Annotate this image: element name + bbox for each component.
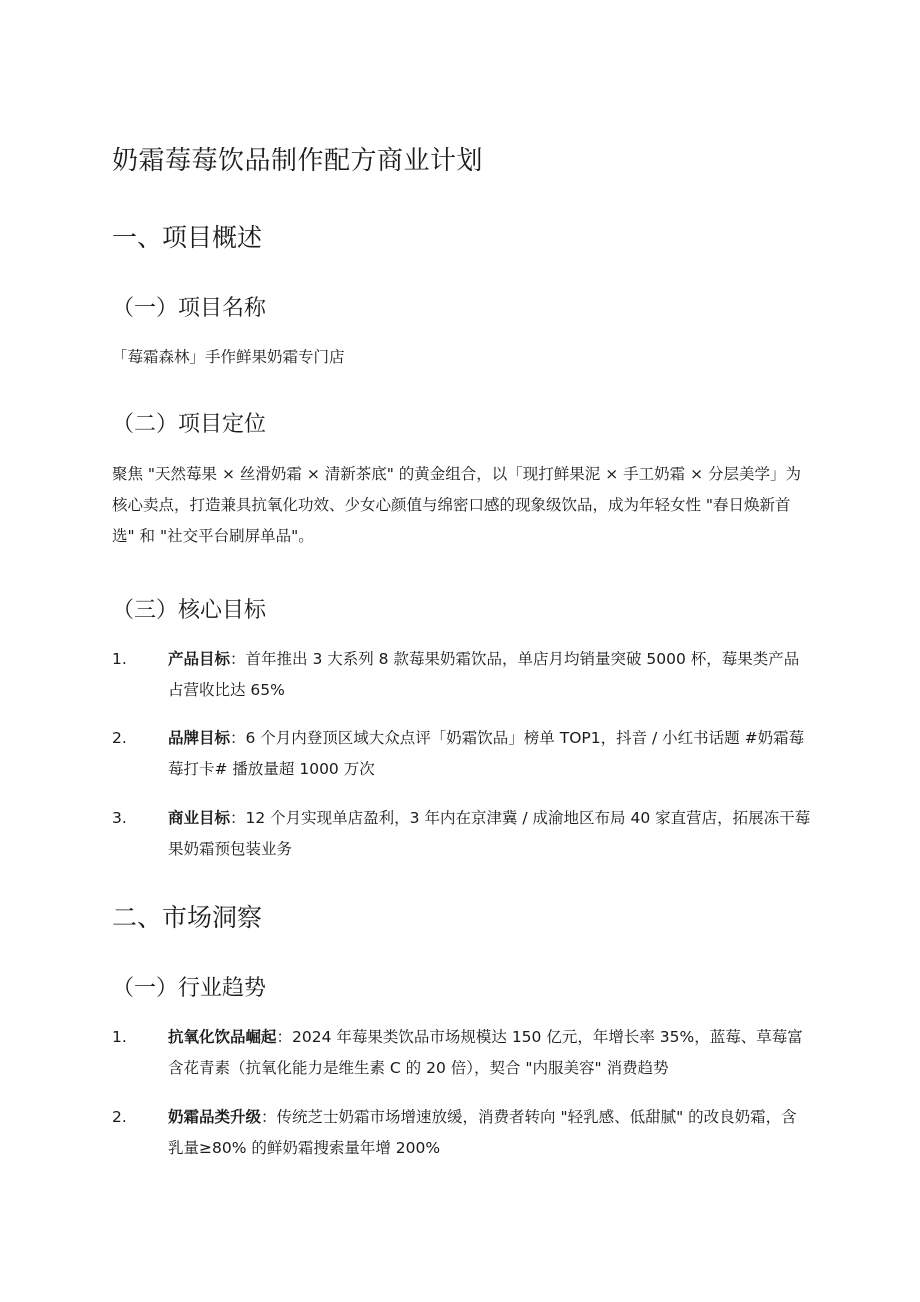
page-title: 奶霜莓莓饮品制作配方商业计划 — [112, 146, 484, 176]
list-text: ：首年推出 3 大系列 8 款莓果奶霜饮品，单店月均销量突破 5000 杯，莓果类产品占营收比达 65% — [168, 650, 800, 699]
list-text: ：传统芝士奶霜市场增速放缓，消费者转向 "轻乳感、低甜腻" 的改良奶霜，含乳量≥80% 的鲜奶霜搜索量年增 200% — [168, 1108, 797, 1157]
list-text: ：6 个月内登顶区域大众点评「奶霜饮品」榜单 TOP1，抖音 / 小红书话题 #奶霜莓莓打卡# 播放量超 1000 万次 — [168, 729, 805, 778]
list-label: 产品目标 — [168, 650, 231, 668]
subsection-heading-project-name: （一）项目名称 — [112, 296, 267, 321]
list-body — [168, 723, 812, 785]
section-heading-overview: 一、项目概述 — [112, 223, 263, 252]
list-label: 奶霜品类升级 — [168, 1108, 262, 1126]
subsection-heading-core-goals: （三）核心目标 — [112, 598, 267, 623]
list-number: 2. — [112, 1108, 127, 1126]
list-text: ：12 个月实现单店盈利，3 年内在京津冀 / 成渝地区布局 40 家直营店，拓展冻干莓果奶霜预包装业务 — [168, 809, 811, 858]
positioning-paragraph: 聚焦 "天然莓果 × 丝滑奶霜 × 清新茶底" 的黄金组合，以「现打鲜果泥 × 手工奶霜 × 分层美学」为核心卖点，打造兼具抗氧化功效、少女心颜值与绵密口感的现象级饮品，成为年轻女性 "春日焕新首选" 和 "社交平台刷屏单品"。 — [112, 465, 801, 545]
list-label: 抗氧化饮品崛起 — [168, 1028, 277, 1046]
subsection-heading-positioning: （二）项目定位 — [112, 412, 267, 437]
list-text: ：2024 年莓果类饮品市场规模达 150 亿元，年增长率 35%，蓝莓、草莓富含花青素（抗氧化能力是维生素 C 的 20 倍），契合 "内服美容" 消费趋势 — [168, 1028, 803, 1077]
list-body — [168, 1022, 812, 1084]
list-number: 3. — [112, 809, 127, 827]
list-label: 品牌目标 — [168, 729, 231, 747]
list-body — [168, 1102, 812, 1164]
list-number: 1. — [112, 1028, 127, 1046]
list-body — [168, 803, 812, 865]
section-heading-market-insight: 二、市场洞察 — [112, 903, 263, 932]
subsection-heading-industry-trends: （一）行业趋势 — [112, 976, 267, 1001]
list-label: 商业目标 — [168, 809, 231, 827]
list-number: 1. — [112, 650, 127, 668]
list-body — [168, 644, 812, 706]
project-name-paragraph: 「莓霜森林」手作鲜果奶霜专门店 — [112, 348, 345, 366]
list-number: 2. — [112, 729, 127, 747]
